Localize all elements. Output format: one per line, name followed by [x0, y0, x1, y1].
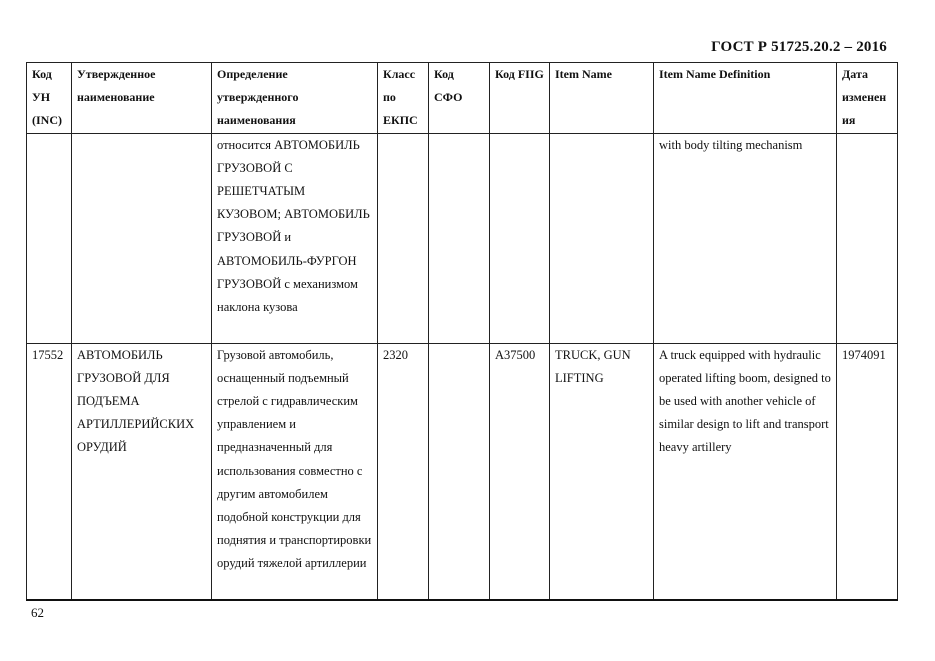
page-number: 62 — [31, 605, 44, 620]
cell-ekps: 2320 — [378, 343, 429, 600]
col-header-inc: Код УН (INC) — [27, 63, 72, 134]
document-header: ГОСТ Р 51725.20.2 – 2016 — [711, 39, 887, 55]
col-header-item-name: Item Name — [550, 63, 654, 134]
cell-approved-name: АВТОМОБИЛЬ ГРУЗОВОЙ ДЛЯ ПОДЪЕМА АРТИЛЛЕРИЙСКИХ ОРУДИЙ — [72, 343, 212, 600]
cell-sfo — [429, 133, 490, 343]
table-row — [27, 133, 898, 343]
col-header-fiig: Код FIIG — [490, 63, 550, 134]
cell-item-name — [550, 133, 654, 343]
nomenclature-table — [26, 62, 898, 601]
cell-inc — [27, 133, 72, 343]
cell-inc: 17552 — [27, 343, 72, 600]
table-row — [27, 343, 898, 600]
cell-change-date — [837, 133, 898, 343]
cell-sfo — [429, 343, 490, 600]
cell-definition: Грузовой автомобиль, оснащенный подъемный стрелой с гидравлическим управлением и предназначенный для использования совместно с другим автомобилем подобной конструкции для поднятия и транспортировки орудий тяжелой артиллерии — [212, 343, 378, 600]
cell-approved-name — [72, 133, 212, 343]
cell-fiig: A37500 — [490, 343, 550, 600]
col-header-change-date: Дата изменения — [837, 63, 898, 134]
col-header-definition: Определение утвержденного наименования — [212, 63, 378, 134]
cell-ekps — [378, 133, 429, 343]
col-header-ekps: Класс по ЕКПС — [378, 63, 429, 134]
col-header-sfo: Код СФО — [429, 63, 490, 134]
col-header-approved-name: Утвержденное наименование — [72, 63, 212, 134]
table-header-row — [27, 63, 898, 134]
cell-change-date: 1974091 — [837, 343, 898, 600]
col-header-item-name-definition: Item Name Definition — [654, 63, 837, 134]
cell-definition: относится АВТОМОБИЛЬ ГРУЗОВОЙ С РЕШЕТЧАТЫМ КУЗОВОМ; АВТОМОБИЛЬ ГРУЗОВОЙ и АВТОМОБИЛЬ-ФУРГОН ГРУЗОВОЙ с механизмом наклона кузова — [212, 133, 378, 343]
cell-item-name-definition: with body tilting mechanism — [654, 133, 837, 343]
cell-item-name: TRUCK, GUN LIFTING — [550, 343, 654, 600]
cell-item-name-definition: A truck equipped with hydraulic operated lifting boom, designed to be used with another vehicle of similar design to lift and transport heavy artillery — [654, 343, 837, 600]
cell-fiig — [490, 133, 550, 343]
